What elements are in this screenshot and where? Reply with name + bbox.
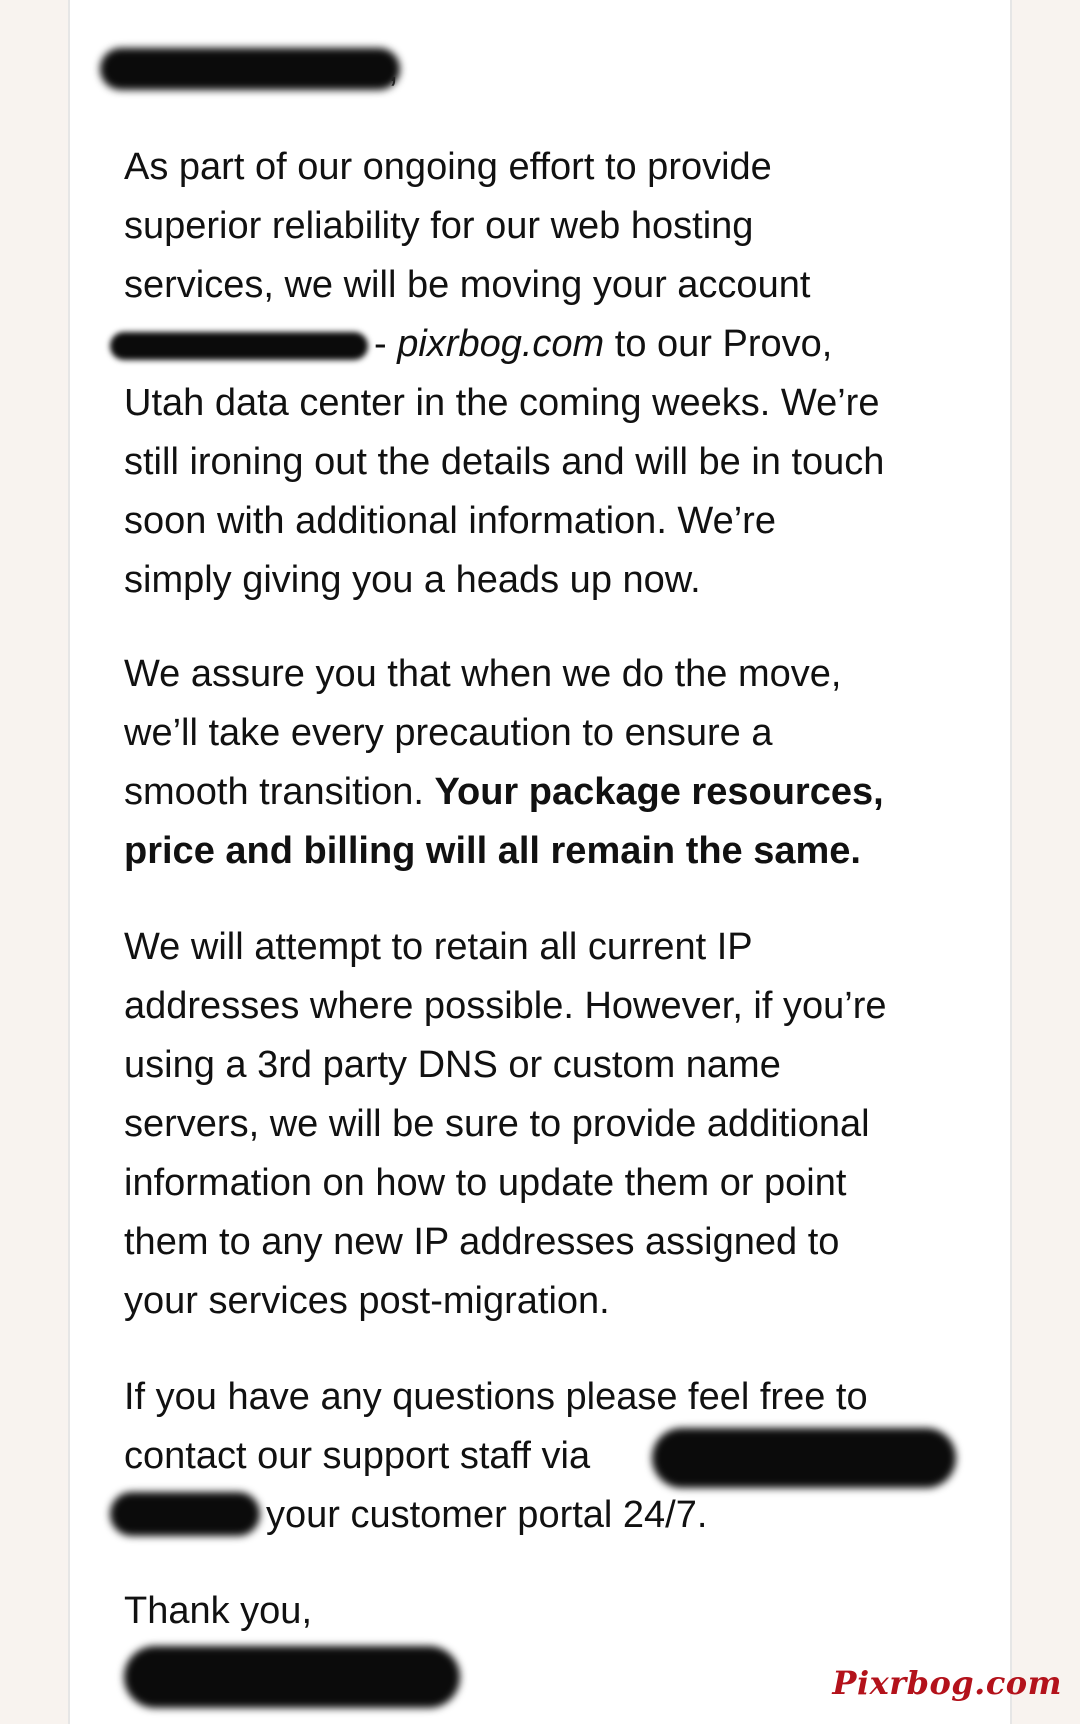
p3-line-6: them to any new IP addresses assigned to xyxy=(124,1221,840,1263)
p2-line-3-plain: smooth transition. xyxy=(124,771,435,813)
p1-line-3: services, we will be moving your account xyxy=(124,264,811,306)
p3-line-3: using a 3rd party DNS or custom name xyxy=(124,1044,781,1086)
p2-line-2: we’ll take every precaution to ensure a xyxy=(124,712,773,754)
p1-line-1: As part of our ongoing effort to provide xyxy=(124,146,772,188)
p4-line-3: your customer portal 24/7. xyxy=(266,1494,708,1536)
p1-line-8: simply giving you a heads up now. xyxy=(124,559,701,601)
paragraph-ip-addresses xyxy=(124,918,984,1331)
p3-line-2: addresses where possible. However, if you’re xyxy=(124,985,887,1027)
p1-line-5: Utah data center in the coming weeks. We’re xyxy=(124,382,880,424)
paragraph-assurance xyxy=(124,645,984,881)
redacted-account-name xyxy=(110,332,368,360)
paragraph-migration-notice xyxy=(124,138,984,610)
p2-line-4-bold: price and billing will all remain the same. xyxy=(124,830,861,872)
closing-block xyxy=(124,1582,984,1641)
p3-line-4: servers, we will be sure to provide additional xyxy=(124,1103,870,1145)
p1-line-4-tail: to our Provo, xyxy=(604,323,833,365)
p3-line-7: your services post-migration. xyxy=(124,1280,610,1322)
watermark-logo: Pixrbog.com xyxy=(832,1664,1062,1702)
account-domain: pixrbog.com xyxy=(397,323,605,365)
p3-line-1: We will attempt to retain all current IP xyxy=(124,926,753,968)
p1-line-7: soon with additional information. We’re xyxy=(124,500,776,542)
p4-line-1: If you have any questions please feel free to xyxy=(124,1376,868,1418)
redacted-support-contact xyxy=(652,1428,956,1488)
p2-line-3 xyxy=(124,763,984,822)
p3-line-5: information on how to update them or point xyxy=(124,1162,847,1204)
p2-line-3-bold: Your package resources, xyxy=(434,771,884,813)
p1-line-6: still ironing out the details and will be in touch xyxy=(124,441,885,483)
p1-line-2: superior reliability for our web hosting xyxy=(124,205,754,247)
p2-line-1: We assure you that when we do the move, xyxy=(124,653,842,695)
domain-separator: - xyxy=(374,323,398,365)
p4-line-2: contact our support staff via xyxy=(124,1435,591,1477)
p1-line-4 xyxy=(110,315,984,374)
redacted-recipient-name xyxy=(100,48,400,90)
greeting-line xyxy=(388,40,399,99)
closing-thanks: Thank you, xyxy=(124,1590,312,1632)
redacted-contact-connector xyxy=(110,1492,260,1536)
redacted-signature xyxy=(124,1646,460,1708)
greeting-comma: , xyxy=(388,48,399,90)
